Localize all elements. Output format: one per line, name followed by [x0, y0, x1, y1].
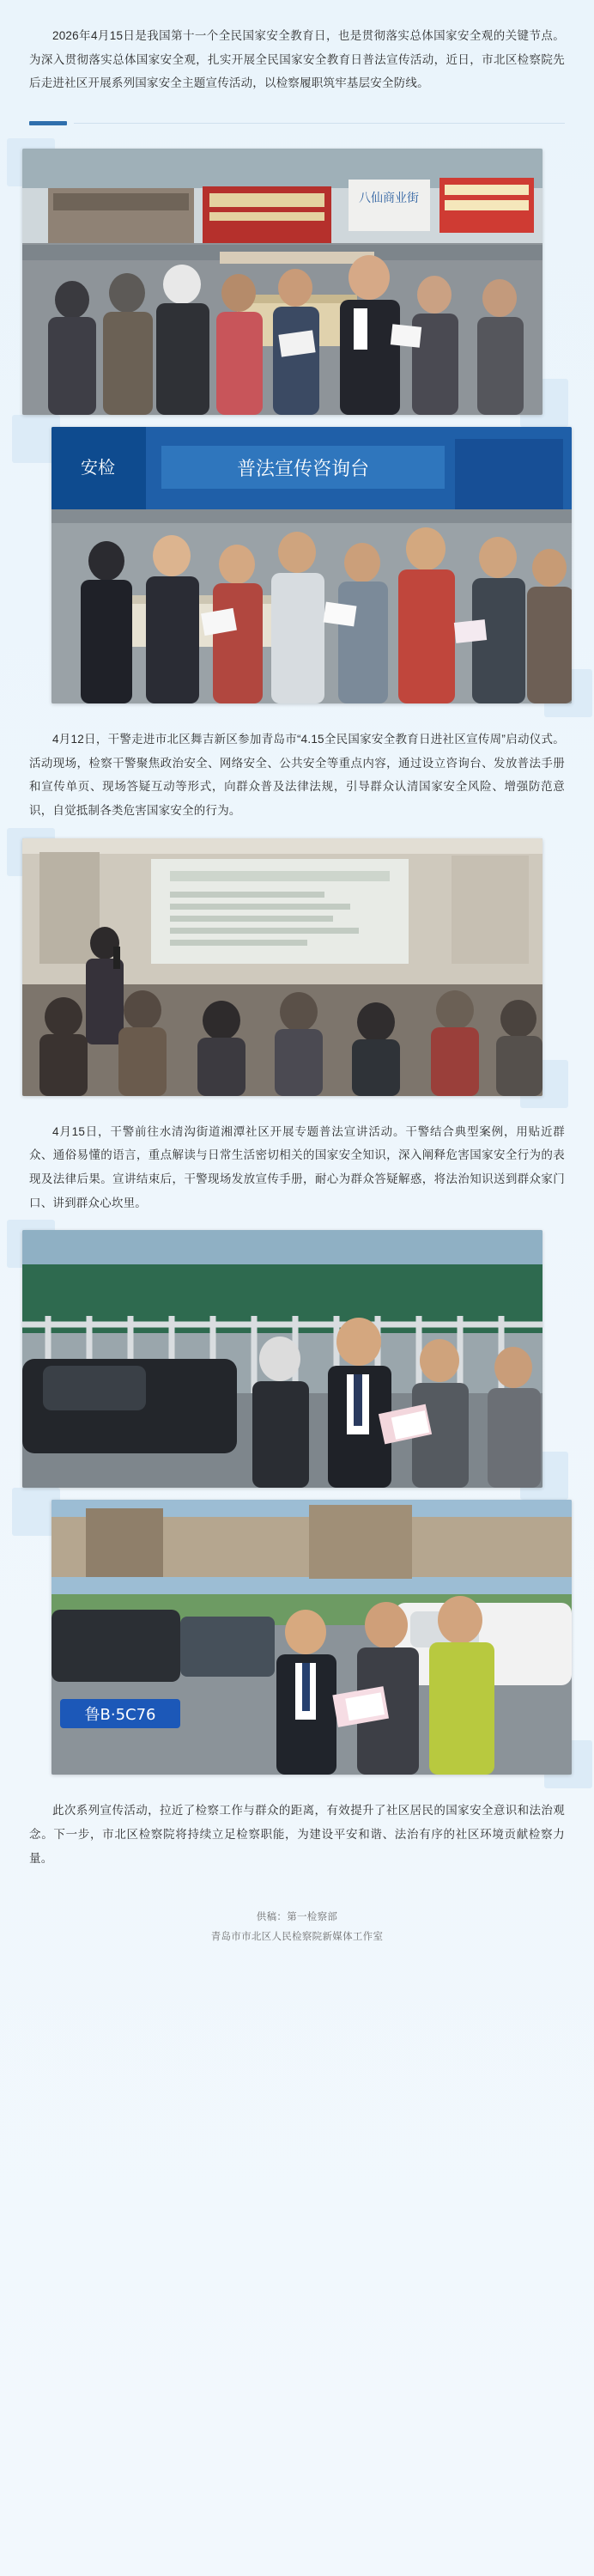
paragraph-section-2 — [0, 1105, 594, 1219]
body-paragraph: 4月15日，干警前往水清沟街道湘潭社区开展专题普法宣讲活动。干警结合典型案例，用贴近群众、通俗易懂的语言，重点解读与日常生活密切相关的国家安全知识，深入阐释危害国家安全行为的表现及法律后果。宣讲结束后，干警现场发放宣传手册，耐心为群众答疑解惑，将法治知识送到群众家门口、讲到群众心坎里。 — [29, 1124, 565, 1209]
photo-block-1 — [0, 149, 594, 415]
photo-block-4 — [0, 1230, 594, 1488]
footer-supplier: 供稿：第一检察部 — [256, 1912, 338, 1923]
article-image-1 — [22, 149, 542, 415]
photo-block-2 — [0, 427, 594, 703]
section-divider — [0, 95, 594, 137]
divider-line — [74, 123, 565, 124]
svg-text:安检: 安检 — [81, 457, 115, 478]
footer-org: 青岛市市北区人民检察院新媒体工作室 — [210, 1932, 384, 1943]
article-image-5 — [52, 1500, 572, 1775]
divider-accent-bar — [29, 121, 67, 125]
body-paragraph: 此次系列宣传活动，拉近了检察工作与群众的距离，有效提升了社区居民的国家安全意识和法治观念。下一步，市北区检察院将持续立足检察职能，为建设平安和谐、法治有序的社区环境贡献检察力量。 — [29, 1804, 565, 1865]
svg-text:普法宣传咨询台: 普法宣传咨询台 — [236, 459, 370, 481]
photo-block-3 — [0, 838, 594, 1096]
article-image-3 — [22, 838, 542, 1096]
article-footer — [0, 1908, 594, 1956]
svg-text:鲁B·5C76: 鲁B·5C76 — [84, 1706, 156, 1725]
svg-text:八仙商业街: 八仙商业街 — [359, 192, 419, 206]
paragraph-section-3 — [0, 1783, 594, 1873]
paragraph-section-1 — [0, 712, 594, 826]
intro-section — [0, 0, 594, 95]
body-paragraph: 4月12日，干警走进市北区舞吉新区参加青岛市“4.15全民国家安全教育日进社区宣传周”启动仪式。活动现场，检察干警聚焦政治安全、网络安全、公共安全等重点内容，通过设立咨询台、发放普法手册和宣传单页、现场答疑互动等形式，向群众普及法律法规，引导群众认清国家安全风险、增强防范意识，自觉抵制各类危害国家安全的行为。 — [29, 733, 565, 818]
intro-paragraph: 2026年4月15日是我国第十一个全民国家安全教育日，也是贯彻落实总体国家安全观的关键节点。为深入贯彻落实总体国家安全观，扎实开展全民国家安全教育日普法宣传活动，近日，市北区检察院先后走进社区开展系列国家安全主题宣传活动，以检察履职筑牢基层安全防线。 — [29, 29, 565, 90]
photo-block-5 — [0, 1500, 594, 1775]
article-image-2 — [52, 427, 572, 703]
article-image-4 — [22, 1230, 542, 1488]
